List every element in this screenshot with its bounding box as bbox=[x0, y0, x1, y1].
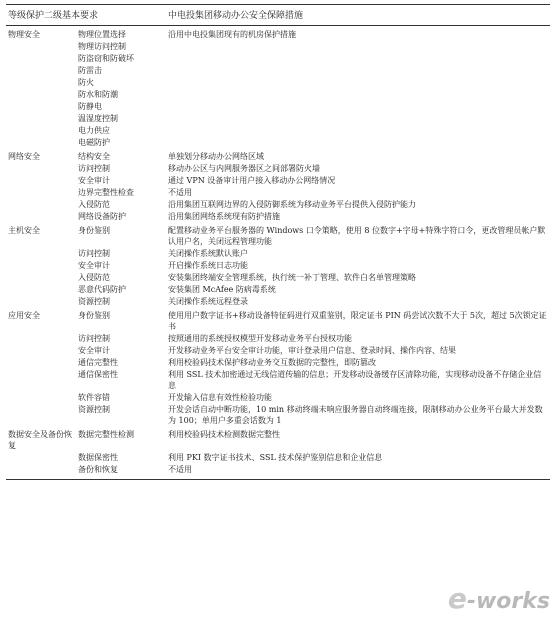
requirement-item-cell: 软件容错 bbox=[78, 393, 110, 402]
category-cell bbox=[6, 112, 76, 124]
category-cell bbox=[6, 344, 76, 356]
measure-cell: 利用校验码技术检测数据完整性 bbox=[168, 430, 281, 439]
requirement-item-cell: 通信完整性 bbox=[78, 358, 118, 367]
requirement-item-cell: 安全审计 bbox=[78, 261, 110, 270]
requirement-item-cell: 入侵防范 bbox=[78, 273, 110, 282]
table-row bbox=[6, 148, 550, 162]
table-row bbox=[6, 222, 550, 247]
requirement-item-cell: 访问控制 bbox=[78, 249, 110, 258]
category-cell bbox=[6, 259, 76, 271]
requirement-item-cell: 网络设备防护 bbox=[78, 212, 126, 221]
measure-cell: 利用 SSL 技术加密通过无线信道传输的信息；开发移动设备缓存区清除功能，实现移动设备不存储企业信息 bbox=[168, 370, 542, 390]
requirement-item-cell: 安全审计 bbox=[78, 346, 110, 355]
header-requirement: 等级保护二级基本要求 bbox=[6, 5, 166, 26]
category-cell bbox=[6, 391, 76, 403]
requirement-item-cell: 物理位置选择 bbox=[78, 30, 126, 39]
measure-cell: 关闭操作系统远程登录 bbox=[168, 297, 249, 306]
category-cell bbox=[6, 40, 76, 52]
requirement-item-cell: 数据保密性 bbox=[78, 453, 118, 462]
table-row bbox=[6, 283, 550, 295]
category-cell bbox=[6, 64, 76, 76]
table-row bbox=[6, 210, 550, 222]
table-row bbox=[6, 332, 550, 344]
table-row bbox=[6, 64, 550, 76]
table-row bbox=[6, 368, 550, 391]
table-row bbox=[6, 259, 550, 271]
table-row bbox=[6, 186, 550, 198]
measure-cell bbox=[166, 64, 550, 76]
measure-cell: 安装集团终端安全管理系统，执行统一补丁管理、软件白名单管理策略 bbox=[168, 273, 417, 282]
table-row bbox=[6, 100, 550, 112]
security-requirements-table bbox=[6, 4, 550, 480]
category-cell bbox=[6, 247, 76, 259]
table-row bbox=[6, 463, 550, 480]
requirement-item-cell: 边界完整性检查 bbox=[78, 188, 134, 197]
requirement-item-cell: 安全审计 bbox=[78, 176, 110, 185]
table-body bbox=[6, 26, 550, 480]
table-row bbox=[6, 174, 550, 186]
table-row bbox=[6, 26, 550, 41]
requirements-document bbox=[6, 4, 550, 480]
measure-cell: 安装集团 McAfee 防病毒系统 bbox=[168, 285, 276, 294]
requirement-item-cell: 身份鉴别 bbox=[78, 226, 110, 235]
requirement-item-cell: 备份和恢复 bbox=[76, 463, 166, 480]
requirement-item-cell: 防水和防潮 bbox=[78, 90, 118, 99]
measure-cell bbox=[166, 88, 550, 100]
measure-cell: 开发移动业务平台安全审计功能，审计登录用户信息、登录时间、操作内容、结果 bbox=[168, 346, 457, 355]
table-row bbox=[6, 271, 550, 283]
requirement-item-cell: 防静电 bbox=[78, 102, 102, 111]
measure-cell: 沿用集团网络系统现有防护措施 bbox=[168, 212, 281, 221]
measure-cell: 关闭操作系统默认账户 bbox=[168, 249, 249, 258]
requirement-item-cell: 访问控制 bbox=[78, 334, 110, 343]
measure-cell bbox=[166, 112, 550, 124]
table-row bbox=[6, 112, 550, 124]
measure-cell: 沿用集团互联网边界的入侵防御系统为移动业务平台提供入侵防护能力 bbox=[168, 200, 417, 209]
measure-cell: 按照通用的系统授权模型开发移动业务平台授权功能 bbox=[168, 334, 353, 343]
category-cell: 主机安全 bbox=[8, 226, 40, 235]
category-cell bbox=[6, 295, 76, 307]
measure-cell: 利用 PKI 数字证书技术、SSL 技术保护鉴别信息和企业信息 bbox=[168, 453, 383, 462]
table-row bbox=[6, 198, 550, 210]
measure-cell: 配置移动业务平台服务器的 Windows 口令策略，使用 8 位数字+字母+特殊字符口令，更改管理员帐户默认用户名，关闭远程管理功能 bbox=[168, 226, 546, 246]
table-row bbox=[6, 136, 550, 148]
table-row bbox=[6, 247, 550, 259]
category-cell: 数据安全及备份恢复 bbox=[8, 430, 72, 450]
measure-cell bbox=[166, 136, 550, 148]
category-cell bbox=[6, 136, 76, 148]
category-cell bbox=[6, 451, 76, 463]
table-row bbox=[6, 52, 550, 64]
measure-cell bbox=[166, 124, 550, 136]
requirement-item-cell: 物理访问控制 bbox=[78, 42, 126, 51]
table-row bbox=[6, 391, 550, 403]
measure-cell: 不适用 bbox=[166, 463, 550, 480]
category-cell bbox=[6, 88, 76, 100]
requirement-item-cell: 数据完整性检测 bbox=[78, 430, 134, 439]
table-row bbox=[6, 88, 550, 100]
table-row bbox=[6, 344, 550, 356]
requirement-item-cell: 资源控制 bbox=[78, 405, 110, 414]
measure-cell bbox=[166, 100, 550, 112]
category-cell bbox=[6, 198, 76, 210]
table-row bbox=[6, 40, 550, 52]
requirement-item-cell: 电力供应 bbox=[78, 126, 110, 135]
requirement-item-cell: 访问控制 bbox=[78, 164, 110, 173]
category-cell bbox=[6, 271, 76, 283]
category-cell bbox=[6, 186, 76, 198]
measure-cell: 沿用中电投集团现有的机房保护措施 bbox=[168, 30, 297, 39]
category-cell bbox=[6, 463, 76, 480]
category-cell bbox=[6, 403, 76, 426]
category-cell bbox=[6, 52, 76, 64]
table-row bbox=[6, 124, 550, 136]
category-cell bbox=[6, 283, 76, 295]
table-header-row bbox=[6, 5, 550, 26]
table-row bbox=[6, 426, 550, 451]
measure-cell: 通过 VPN 设备审计用户接入移动办公网络情况 bbox=[168, 176, 336, 185]
header-measure: 中电投集团移动办公安全保障措施 bbox=[166, 5, 550, 26]
category-cell: 物理安全 bbox=[8, 30, 40, 39]
category-cell bbox=[6, 124, 76, 136]
measure-cell: 开发输入信息有效性检验功能 bbox=[168, 393, 273, 402]
requirement-item-cell: 通信保密性 bbox=[78, 370, 118, 379]
category-cell bbox=[6, 356, 76, 368]
table-row bbox=[6, 76, 550, 88]
measure-cell: 开启操作系统日志功能 bbox=[168, 261, 249, 270]
requirement-item-cell: 资源控制 bbox=[78, 297, 110, 306]
category-cell bbox=[6, 368, 76, 391]
measure-cell: 使用用户数字证书+移动设备特征码进行双重鉴别，限定证书 PIN 码尝试次数不大于 5次，超过 5次锁定证书 bbox=[168, 311, 547, 331]
table-row bbox=[6, 307, 550, 332]
category-cell: 应用安全 bbox=[8, 311, 40, 320]
requirement-item-cell: 结构安全 bbox=[78, 152, 110, 161]
table-row bbox=[6, 451, 550, 463]
category-cell bbox=[6, 162, 76, 174]
category-cell bbox=[6, 210, 76, 222]
measure-cell bbox=[166, 52, 550, 64]
requirement-item-cell: 电磁防护 bbox=[78, 138, 110, 147]
requirement-item-cell: 入侵防范 bbox=[78, 200, 110, 209]
requirement-item-cell: 防雷击 bbox=[78, 66, 102, 75]
e-works-watermark-logo: e-works bbox=[447, 582, 550, 615]
requirement-item-cell: 恶意代码防护 bbox=[78, 285, 126, 294]
category-cell bbox=[6, 100, 76, 112]
table-row bbox=[6, 356, 550, 368]
measure-cell: 开发会话自动中断功能，10 min 移动终端未响应服务器自动终端连接，限制移动办公业务平台最大并发数为 100；单用户多重会话数为 1 bbox=[168, 405, 543, 425]
measure-cell: 利用校验码技术保护移动业务交互数据的完整性，即防篡改 bbox=[168, 358, 377, 367]
category-cell: 网络安全 bbox=[8, 152, 40, 161]
table-row bbox=[6, 403, 550, 426]
measure-cell: 单独划分移动办公网络区域 bbox=[168, 152, 265, 161]
category-cell bbox=[6, 332, 76, 344]
requirement-item-cell: 温湿度控制 bbox=[78, 114, 118, 123]
measure-cell bbox=[166, 40, 550, 52]
table-row bbox=[6, 295, 550, 307]
measure-cell: 不适用 bbox=[168, 188, 193, 197]
category-cell bbox=[6, 76, 76, 88]
table-row bbox=[6, 162, 550, 174]
requirement-item-cell: 防火 bbox=[78, 78, 94, 87]
requirement-item-cell: 防盗窃和防破坏 bbox=[78, 54, 134, 63]
requirement-item-cell: 身份鉴别 bbox=[78, 311, 110, 320]
category-cell bbox=[6, 174, 76, 186]
measure-cell bbox=[166, 76, 550, 88]
measure-cell: 移动办公区与内网服务器区之间部署防火墙 bbox=[168, 164, 321, 173]
